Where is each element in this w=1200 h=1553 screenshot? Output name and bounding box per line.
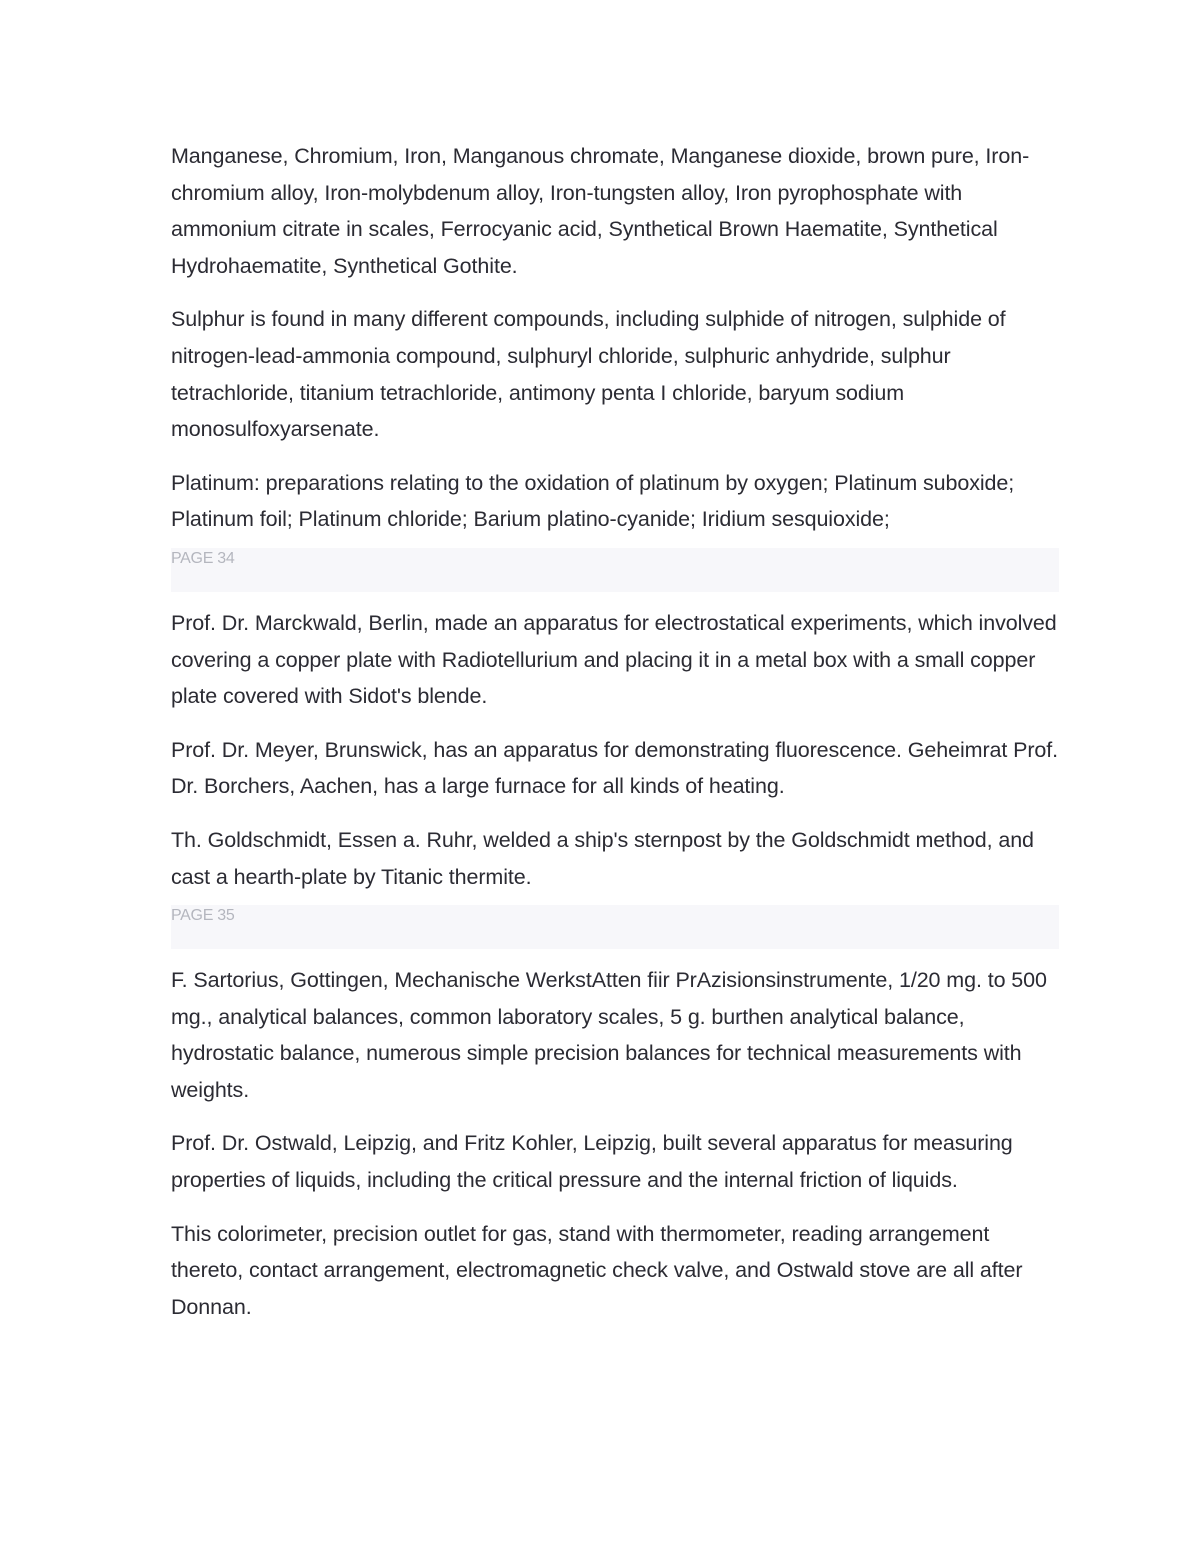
- document-page: [171, 138, 1059, 1342]
- paragraph-manganese: Manganese, Chromium, Iron, Manganous chromate, Manganese dioxide, brown pure, Iron-chromium alloy, Iron-molybdenum alloy, Iron-tungsten alloy, Iron pyrophosphate with ammonium citrate in scales, Ferrocyanic acid, Synthetical Brown Haematite, Synthetical Hydrohaematite, Synthetical Gothite.: [171, 144, 1030, 278]
- paragraph-ostwald: Prof. Dr. Ostwald, Leipzig, and Fritz Kohler, Leipzig, built several apparatus for measuring properties of liquids, including the critical pressure and the internal friction of liquids.: [171, 1131, 1013, 1193]
- paragraph-colorimeter: This colorimeter, precision outlet for gas, stand with thermometer, reading arrangement thereto, contact arrangement, electromagnetic check valve, and Ostwald stove are all after Donnan.: [171, 1221, 1023, 1319]
- page-marker-34: PAGE 34: [171, 548, 1059, 592]
- paragraph-sartorius: F. Sartorius, Gottingen, Mechanische WerkstAtten fiir PrAzisionsinstrumente, 1/20 mg. to 500 mg., analytical balances, common laboratory scales, 5 g. burthen analytical balance, hydrostatic balance, numerous simple precision balances for technical measurements with weights.: [171, 968, 1047, 1102]
- paragraph-meyer: Prof. Dr. Meyer, Brunswick, has an apparatus for demonstrating fluorescence. Geheimrat Prof. Dr. Borchers, Aachen, has a large furnace for all kinds of heating.: [171, 737, 1059, 799]
- paragraph-platinum: Platinum: preparations relating to the oxidation of platinum by oxygen; Platinum suboxide; Platinum foil; Platinum chloride; Barium platino-cyanide; Iridium sesquioxide;: [171, 470, 1015, 532]
- page-marker-35: PAGE 35: [171, 905, 1059, 949]
- paragraph-sulphur: Sulphur is found in many different compounds, including sulphide of nitrogen, sulphide of nitrogen-lead-ammonia compound, sulphuryl chloride, sulphuric anhydride, sulphur tetrachloride, titanium tetrachloride, antimony penta I chloride, baryum sodium monosulfoxyarsenate.: [171, 307, 1006, 442]
- paragraph-marckwald: Prof. Dr. Marckwald, Berlin, made an apparatus for electrostatical experiments, which involved covering a copper plate with Radiotellurium and placing it in a metal box with a small copper plate covered with Sidot's blende.: [171, 610, 1057, 709]
- paragraph-goldschmidt: Th. Goldschmidt, Essen a. Ruhr, welded a ship's sternpost by the Goldschmidt method, and cast a hearth-plate by Titanic thermite.: [171, 827, 1034, 889]
